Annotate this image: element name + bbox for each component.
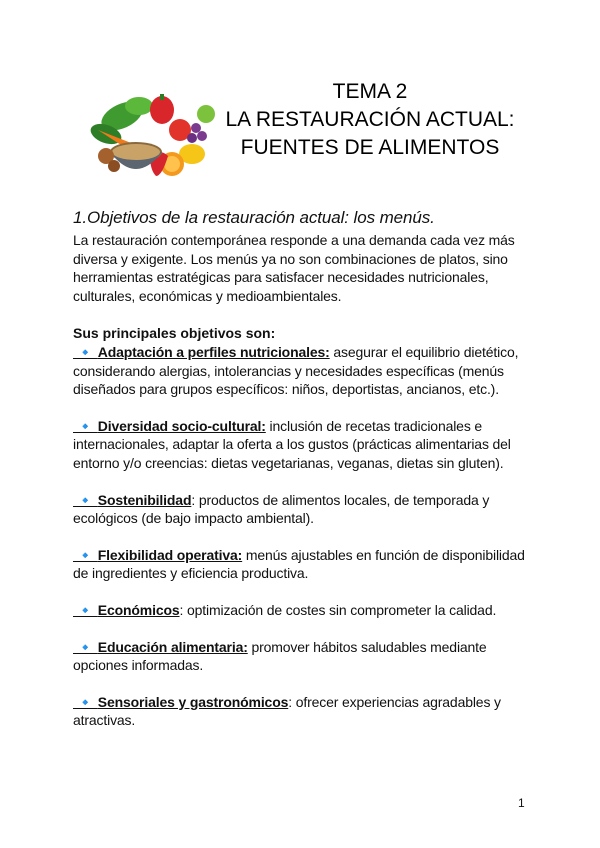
objectives-heading: Sus principales objetivos son: <box>73 325 276 342</box>
objective-name: Educación alimentaria: <box>97 638 248 655</box>
objective-name: Adaptación a perfiles nutricionales: <box>97 343 330 360</box>
diamond-bullet-icon: 🔹 <box>73 601 98 618</box>
objective-text: : productos de alimentos locales, de temporada y ecológicos (de bajo impacto ambiental). <box>73 491 490 527</box>
diamond-bullet-icon: 🔹 <box>73 491 98 508</box>
diamond-bullet-icon: 🔹 <box>73 638 98 655</box>
objective-name: Sensoriales y gastronómicos <box>97 693 289 710</box>
objective-name: Flexibilidad operativa: <box>97 546 243 563</box>
objective-name: Sostenibilidad <box>97 491 192 508</box>
objective-text: : optimización de costes sin comprometer la calidad. <box>179 601 497 618</box>
objective-text: promover hábitos saludables mediante opciones informadas. <box>73 638 487 674</box>
title-line-3: FUENTES DE ALIMENTOS <box>240 136 500 159</box>
objective-item <box>73 417 535 473</box>
content <box>73 208 535 748</box>
objective-item <box>73 638 535 675</box>
objectives-list <box>73 343 535 730</box>
objective-item <box>73 601 535 620</box>
objective-text: : ofrecer experiencias agradables y atractivas. <box>73 693 501 729</box>
diamond-bullet-icon: 🔹 <box>73 417 98 434</box>
header <box>0 78 600 188</box>
objective-text: inclusión de recetas tradicionales e internacionales, adaptar la oferta a los gustos (prácticas alimentarias del entorno y/o creencias: dietas vegetarianas, veganas, dietas sin gluten). <box>73 417 511 471</box>
intro-paragraph: La restauración contemporánea responde a una demanda cada vez más diversa y exigente. Los menús ya no son combinaciones de platos, sino herramientas estratégicas para satisfacer necesidades nutricionales, culturales, económicas y medioambientales. <box>73 232 515 304</box>
document-title <box>200 78 540 162</box>
title-line-1: TEMA 2 <box>332 80 408 103</box>
diamond-bullet-icon: 🔹 <box>73 693 98 710</box>
title-line-2: LA RESTAURACIÓN ACTUAL: <box>225 108 515 131</box>
page-number: 1 <box>518 796 525 810</box>
objective-item <box>73 491 535 528</box>
diamond-bullet-icon: 🔹 <box>73 546 98 563</box>
section-heading: 1.Objetivos de la restauración actual: los menús. <box>73 208 435 227</box>
objective-name: Diversidad socio-cultural: <box>97 417 266 434</box>
objective-text: menús ajustables en función de disponibilidad de ingredientes y eficiencia productiva. <box>73 546 525 582</box>
objective-text: asegurar el equilibrio dietético, considerando alergias, intolerancias y necesidades específicas (menús diseñados para grupos específicos: niños, deportistas, ancianos, etc.). <box>73 343 519 398</box>
objective-item <box>73 546 535 583</box>
objective-name: Económicos <box>97 601 180 618</box>
objective-item <box>73 693 535 730</box>
objective-item <box>73 343 535 399</box>
diamond-bullet-icon: 🔹 <box>73 343 98 360</box>
